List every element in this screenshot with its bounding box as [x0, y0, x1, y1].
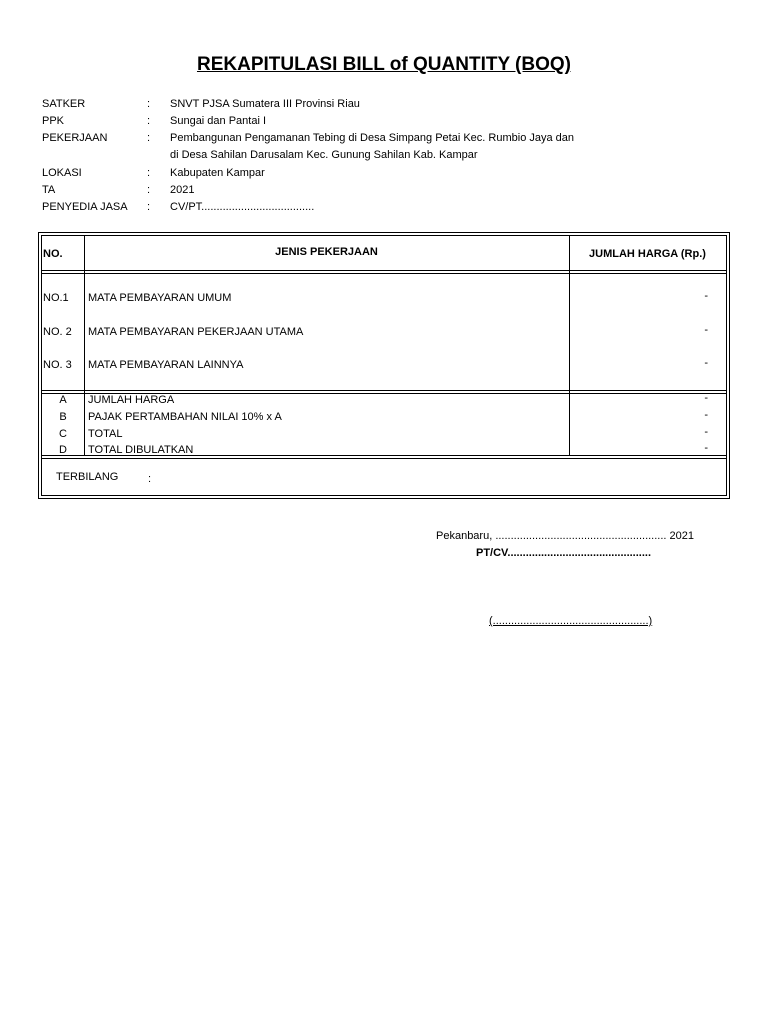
summary-amount: - — [704, 442, 708, 454]
header-jumlah-harga: JUMLAH HARGA (Rp.) — [589, 248, 706, 260]
meta-value: SNVT PJSA Sumatera III Provinsi Riau — [170, 98, 360, 110]
col-divider-amount — [569, 236, 570, 455]
item-desc: MATA PEMBAYARAN PEKERJAAN UTAMA — [88, 326, 304, 338]
meta-label: LOKASI — [42, 167, 82, 179]
meta-value: Pembangunan Pengamanan Tebing di Desa Simpang Petai Kec. Rumbio Jaya dan — [170, 132, 575, 144]
summary-amount: - — [704, 392, 708, 404]
meta-label: PENYEDIA JASA — [42, 201, 128, 213]
boq-table — [38, 232, 730, 499]
summary-no: D — [59, 444, 67, 456]
meta-colon: : — [147, 98, 151, 110]
summary-no: C — [59, 428, 67, 440]
summary-desc: TOTAL — [88, 428, 123, 440]
meta-value: CV/PT..................................... — [170, 201, 315, 213]
item-no: NO. 3 — [43, 359, 72, 371]
meta-colon: : — [147, 115, 151, 127]
summary-no: B — [59, 411, 67, 423]
meta-colon: : — [147, 184, 151, 196]
summary-divider-double — [42, 458, 726, 459]
meta-value: Kabupaten Kampar — [170, 167, 265, 179]
summary-desc: PAJAK PERTAMBAHAN NILAI 10% x A — [88, 411, 282, 423]
document-title: REKAPITULASI BILL of QUANTITY (BOQ) — [196, 54, 571, 75]
summary-desc: JUMLAH HARGA — [88, 394, 175, 406]
meta-colon: : — [147, 201, 151, 213]
meta-value: 2021 — [170, 184, 195, 196]
header-divider — [42, 270, 726, 271]
summary-amount: - — [704, 409, 708, 421]
company-name: PT/CV............................................... — [476, 547, 652, 559]
meta-colon: : — [147, 167, 151, 179]
meta-value: Sungai dan Pantai I — [170, 115, 267, 127]
header-jenis-pekerjaan: JENIS PEKERJAAN — [275, 246, 378, 258]
item-desc: MATA PEMBAYARAN UMUM — [88, 292, 232, 304]
header-divider-double — [42, 273, 726, 274]
terbilang-label: TERBILANG — [56, 471, 119, 483]
header-no: NO. — [43, 248, 63, 260]
meta-value: di Desa Sahilan Darusalam Kec. Gunung Sahilan Kab. Kampar — [170, 149, 478, 161]
meta-label: SATKER — [42, 98, 86, 110]
item-amount: - — [704, 290, 708, 302]
terbilang-colon: : — [148, 473, 152, 485]
summary-amount: - — [704, 426, 708, 438]
place-date: Pekanbaru, ........................................................ 2021 — [436, 530, 694, 542]
item-no: NO. 2 — [43, 326, 72, 338]
item-amount: - — [704, 324, 708, 336]
item-no: NO.1 — [43, 292, 69, 304]
item-amount: - — [704, 357, 708, 369]
col-divider-no — [84, 236, 85, 455]
signatory-name: (...................................................) — [489, 615, 653, 627]
meta-label: PPK — [42, 115, 65, 127]
meta-label: PEKERJAAN — [42, 132, 108, 144]
summary-no: A — [59, 394, 67, 406]
summary-desc: TOTAL DIBULATKAN — [88, 444, 194, 456]
item-desc: MATA PEMBAYARAN LAINNYA — [88, 359, 244, 371]
boq-table-inner — [41, 235, 727, 496]
meta-colon: : — [147, 132, 151, 144]
meta-label: TA — [42, 184, 56, 196]
